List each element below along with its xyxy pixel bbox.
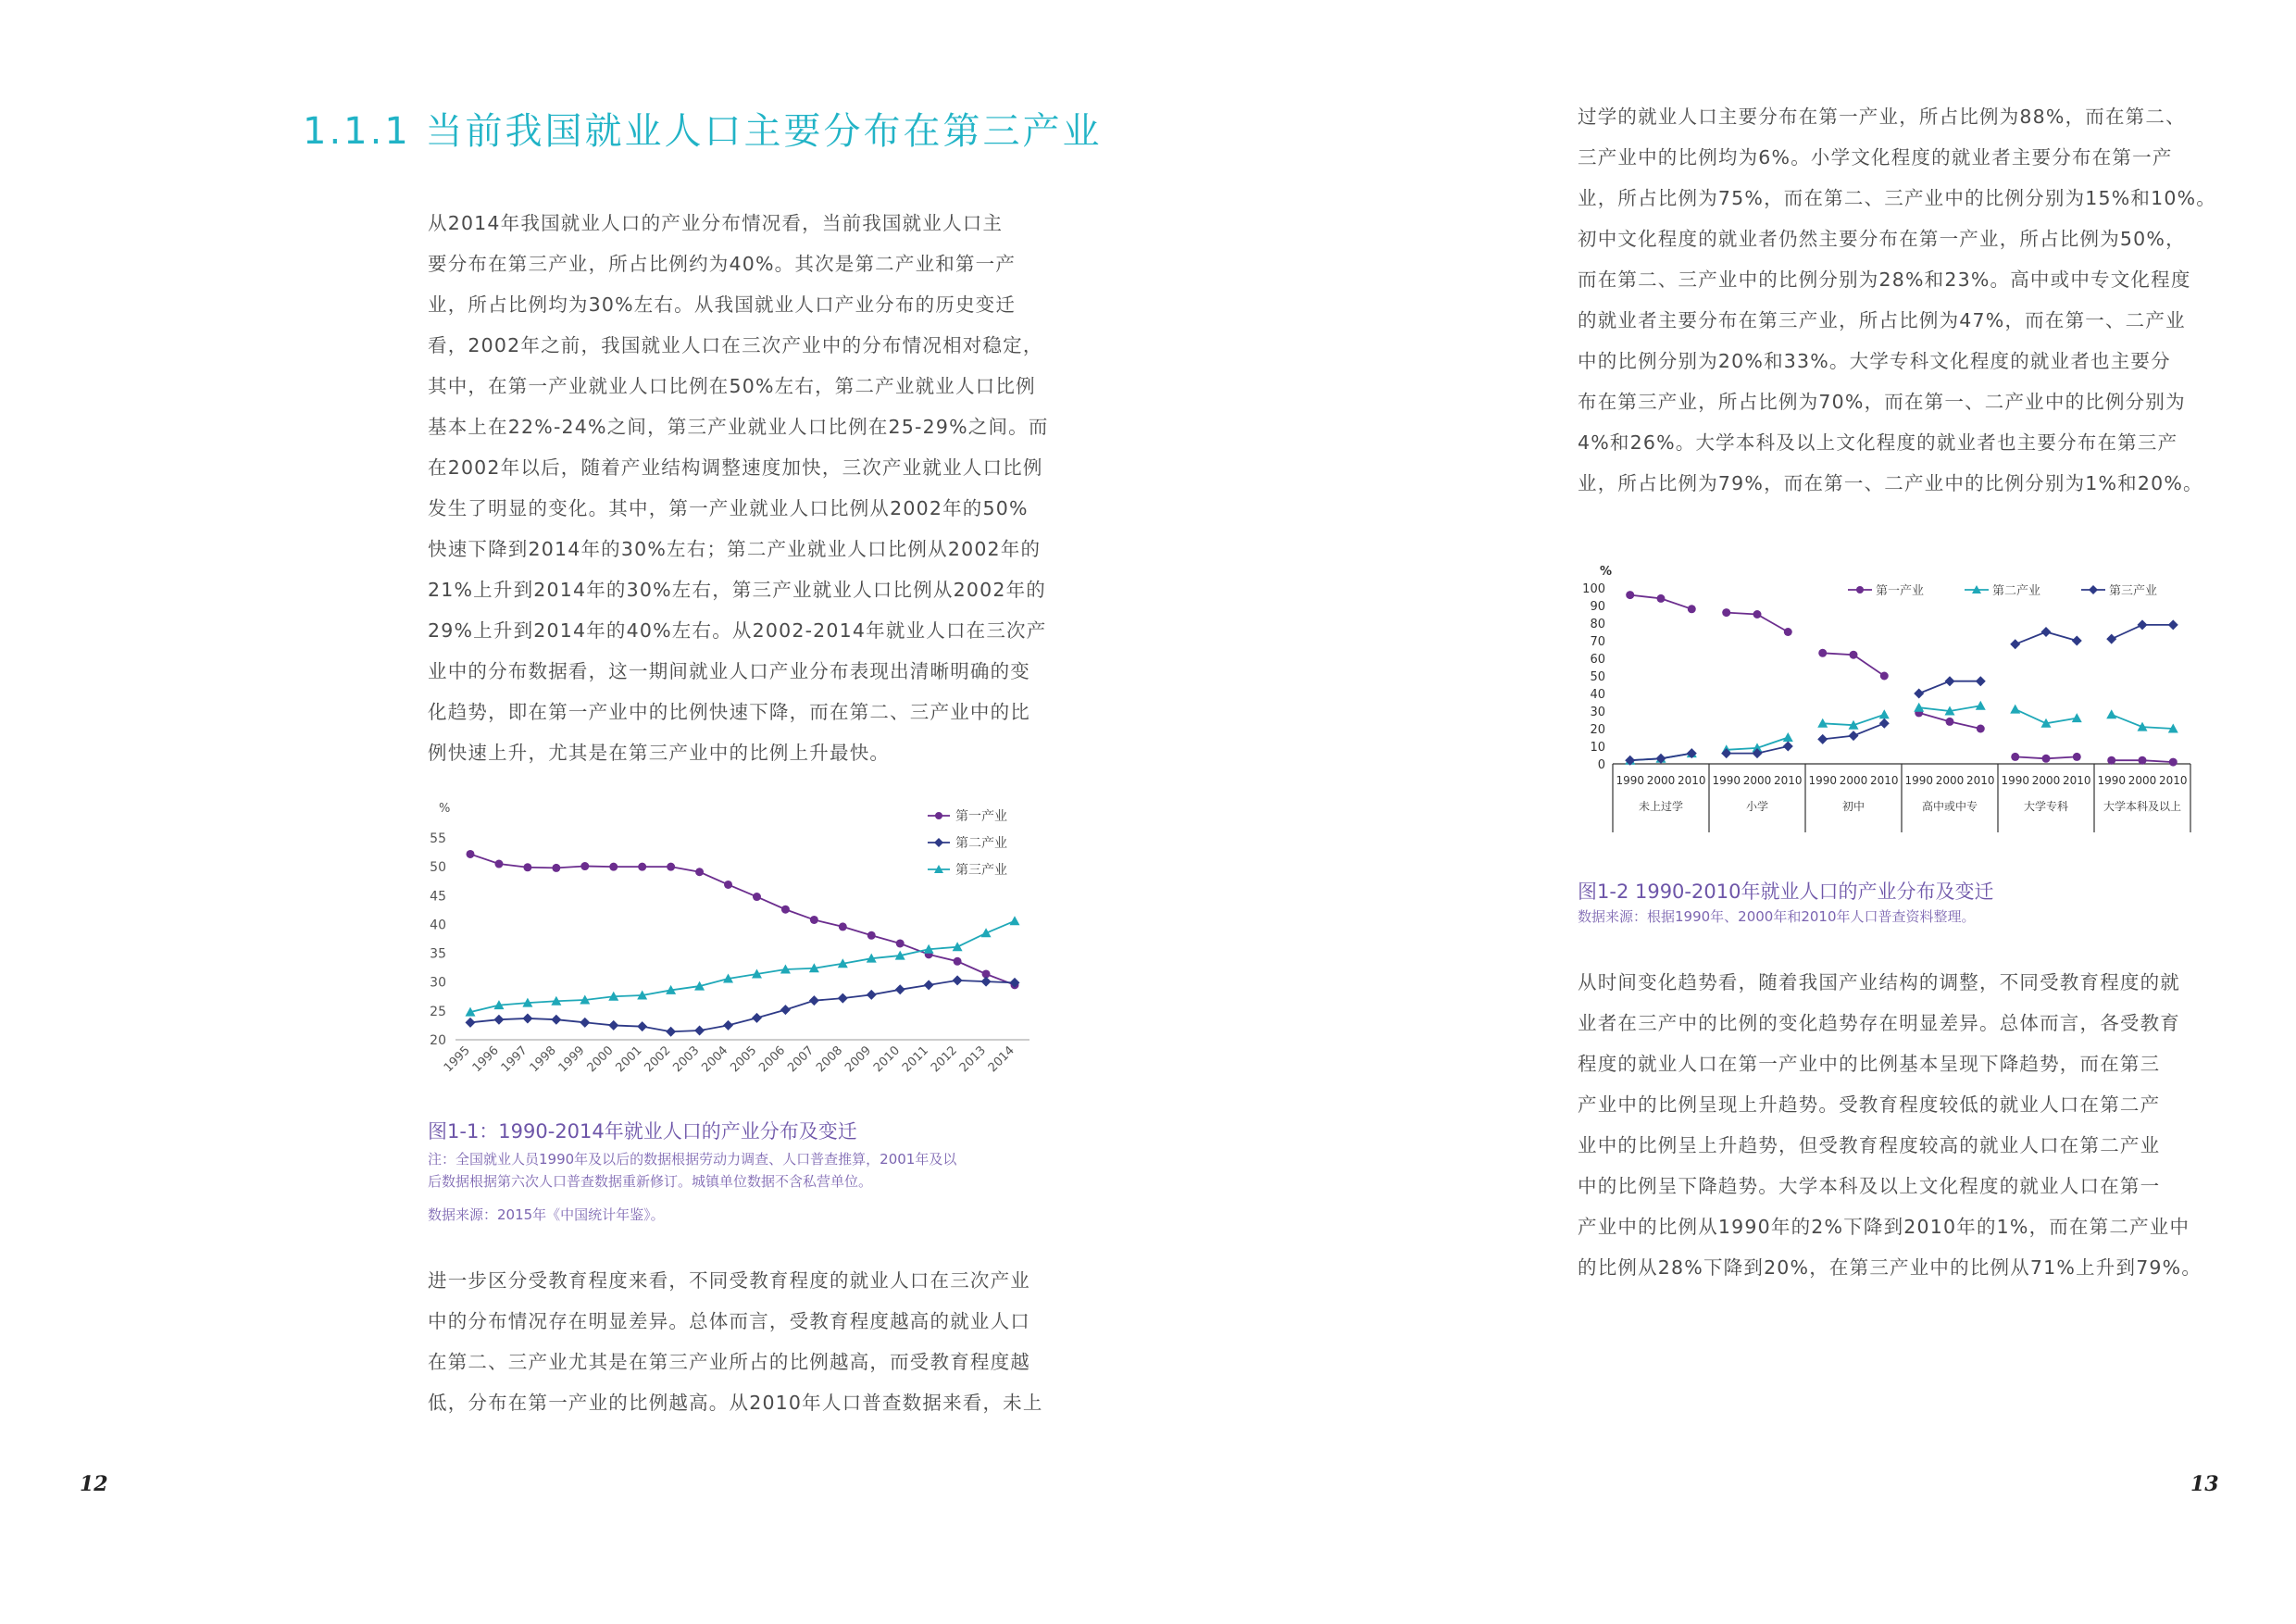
data-point <box>1850 651 1858 659</box>
x-tick-label: 1998 <box>527 1043 559 1076</box>
group-label: 大学专科 <box>2023 800 2069 813</box>
data-point <box>494 860 503 868</box>
data-point <box>552 864 560 872</box>
legend-marker <box>1856 586 1864 593</box>
x-tick-label: 2008 <box>814 1043 846 1076</box>
left-paragraph-1-line: 例快速上升，尤其是在第三产业中的比例上升最快。 <box>428 742 891 764</box>
data-point <box>1976 701 1986 710</box>
x-tick-label: 2003 <box>670 1043 703 1076</box>
group-label: 大学本科及以上 <box>2103 800 2182 813</box>
data-point <box>867 931 876 940</box>
x-tick-label: 2012 <box>928 1043 960 1076</box>
left-paragraph-1-line: 发生了明显的变化。其中，第一产业就业人口比例从2002年的50% <box>428 497 1029 519</box>
data-point <box>467 850 475 858</box>
right-paragraph-1-line: 布在第三产业，所占比例为70%，而在第一、二产业中的比例分别为 <box>1578 391 2186 413</box>
figure1-caption: 图1-1：1990-2014年就业人口的产业分布及变迁 <box>428 1120 857 1143</box>
y-tick-label: 80 <box>1590 618 1605 631</box>
data-point <box>1914 689 1924 699</box>
data-point <box>2073 753 2081 761</box>
data-point <box>752 1013 762 1023</box>
data-point <box>1784 628 1792 636</box>
data-point <box>2011 753 2019 761</box>
y-unit-label: % <box>1600 565 1613 579</box>
left-paragraph-1-line: 在2002年以后，随着产业结构调整速度加快，三次产业就业人口比例 <box>428 456 1043 479</box>
data-point <box>637 1021 647 1031</box>
group-label: 高中或中专 <box>1921 800 1978 813</box>
data-point <box>638 863 646 871</box>
data-point <box>924 980 934 990</box>
x-tick-label: 2010 <box>2159 774 2188 787</box>
data-point <box>666 1027 676 1037</box>
data-point <box>723 1020 733 1031</box>
data-point <box>1657 594 1666 603</box>
data-point <box>2106 634 2116 644</box>
right-paragraph-2-line: 产业中的比例从1990年的2%下降到2010年的1%，而在第二产业中 <box>1578 1216 2190 1238</box>
section-title: 1.1.1 当前我国就业人口主要分布在第三产业 <box>303 110 1103 153</box>
x-tick-label: 2004 <box>699 1043 731 1076</box>
data-point <box>523 863 531 871</box>
left-paragraph-1-line: 要分布在第三产业，所占比例约为40%。其次是第二产业和第一产 <box>428 253 1017 275</box>
y-tick-label: 70 <box>1590 635 1605 649</box>
data-point <box>780 1005 791 1015</box>
y-tick-label: 40 <box>1590 688 1605 702</box>
data-point <box>981 928 992 937</box>
data-point <box>1722 608 1730 617</box>
page-number-left: 12 <box>80 1472 108 1496</box>
data-point <box>609 863 618 871</box>
x-tick-label: 1990 <box>1712 774 1741 787</box>
y-tick-label: 25 <box>430 1004 446 1019</box>
legend-label: 第一产业 <box>1876 584 1925 598</box>
x-tick-label: 2000 <box>1839 774 1868 787</box>
left-paragraph-1-line: 从2014年我国就业人口的产业分布情况看，当前我国就业人口主 <box>428 212 1004 234</box>
data-point <box>839 922 847 931</box>
right-paragraph-1-line: 中的比例分别为20%和33%。大学专科文化程度的就业者也主要分 <box>1578 350 2171 372</box>
right-paragraph-1-line: 三产业中的比例均为6%。小学文化程度的就业者主要分布在第一产 <box>1578 146 2173 169</box>
data-point <box>2010 705 2020 714</box>
data-point <box>1849 731 1859 741</box>
x-tick-label: 2000 <box>2031 774 2061 787</box>
left-paragraph-1-line: 其中，在第一产业就业人口比例在50%左右，第二产业就业人口比例 <box>428 375 1036 397</box>
data-point <box>1783 732 1793 742</box>
x-tick-label: 2010 <box>1774 774 1803 787</box>
left-paragraph-1-line: 21%上升到2014年的30%左右，第三产业就业人口比例从2002年的 <box>428 579 1046 601</box>
right-paragraph-2-line: 中的比例呈下降趋势。大学本科及以上文化程度的就业人口在第一 <box>1578 1175 2161 1197</box>
figure1-note-line: 注：全国就业人员1990年及以后的数据根据劳动力调查、人口普查推算，2001年及以 <box>428 1151 957 1168</box>
left-paragraph-1-line: 看，2002年之前，我国就业人口在三次产业中的分布情况相对稳定， <box>428 334 1043 356</box>
left-paragraph-1-line: 基本上在22%-24%之间，第三产业就业人口比例在25-29%之间。而 <box>428 416 1049 438</box>
data-point <box>1879 709 1890 718</box>
series-line-3 <box>470 921 1015 1012</box>
figure2-caption: 图1-2 1990-2010年就业人口的产业分布及变迁 <box>1578 881 1994 903</box>
left-paragraph-2 <box>428 1260 1048 1423</box>
legend-label: 第二产业 <box>955 836 1007 851</box>
data-point <box>580 862 589 870</box>
left-paragraph-2-line: 在第二、三产业尤其是在第三产业所占的比例越高，而受教育程度越 <box>428 1351 1030 1373</box>
right-paragraph-1 <box>1578 96 2216 504</box>
legend-label: 第一产业 <box>955 809 1007 824</box>
data-point <box>466 1018 476 1028</box>
y-tick-label: 10 <box>1590 741 1605 755</box>
y-tick-label: 30 <box>1590 706 1605 719</box>
x-tick-label: 1990 <box>1616 774 1644 787</box>
x-tick-label: 2000 <box>1742 774 1772 787</box>
data-point <box>1914 703 1924 712</box>
legend-marker <box>935 812 942 819</box>
y-tick-label: 35 <box>430 946 446 962</box>
y-tick-label: 40 <box>430 918 446 933</box>
left-paragraph-2-line: 进一步区分受教育程度来看，不同受教育程度的就业人口在三次产业 <box>428 1269 1030 1292</box>
x-tick-label: 2006 <box>756 1043 789 1076</box>
data-point <box>667 863 675 871</box>
legend-marker <box>2089 585 2098 594</box>
data-point <box>2041 627 2052 637</box>
right-paragraph-1-line: 业，所占比例为79%，而在第一、二产业中的比例分别为1%和20%。 <box>1578 472 2203 494</box>
left-paragraph-2-line: 低，分布在第一产业的比例越高。从2010年人口普查数据来看，未上 <box>428 1392 1043 1414</box>
group-label: 初中 <box>1841 800 1866 813</box>
x-tick-label: 1995 <box>441 1043 473 1076</box>
x-tick-label: 1997 <box>498 1043 530 1076</box>
figure1-note-line: 后数据根据第六次人口普查数据重新修订。城镇单位数据不含私营单位。 <box>428 1173 873 1190</box>
left-paragraph-1-line: 29%上升到2014年的40%左右。从2002-2014年就业人口在三次产 <box>428 619 1047 642</box>
page-number-right: 13 <box>2190 1472 2219 1496</box>
x-tick-label: 2010 <box>1966 774 1995 787</box>
legend-label: 第二产业 <box>1992 584 2041 598</box>
data-point <box>522 1013 532 1023</box>
x-tick-label: 2014 <box>985 1043 1017 1076</box>
data-point <box>2168 619 2178 630</box>
data-point <box>694 1026 705 1036</box>
data-point <box>981 977 992 987</box>
left-paragraph-1-line: 快速下降到2014年的30%左右；第二产业就业人口比例从2002年的 <box>428 538 1042 560</box>
data-point <box>810 916 818 924</box>
x-tick-label: 1990 <box>1904 774 1933 787</box>
data-point <box>608 1020 618 1031</box>
y-tick-label: 90 <box>1590 600 1605 614</box>
x-tick-label: 2010 <box>1678 774 1706 787</box>
industry-distribution-line-chart <box>428 792 1053 1120</box>
data-point <box>838 993 848 1004</box>
legend-label: 第三产业 <box>955 863 1007 878</box>
data-point <box>2072 636 2082 646</box>
data-point <box>1818 649 1827 657</box>
data-point <box>1817 734 1828 744</box>
left-paragraph-1-line: 业中的分布数据看，这一期间就业人口产业分布表现出清晰明确的变 <box>428 660 1030 682</box>
right-paragraph-2-line: 业中的比例呈上升趋势，但受教育程度较高的就业人口在第二产业 <box>1578 1134 2161 1156</box>
data-point <box>781 906 790 914</box>
data-point <box>867 990 877 1000</box>
data-point <box>493 1015 504 1025</box>
data-point <box>2010 639 2020 649</box>
data-point <box>2042 755 2051 763</box>
data-point <box>2138 619 2148 630</box>
data-point <box>1946 718 1954 726</box>
y-tick-label: 55 <box>430 831 446 846</box>
y-tick-label: 100 <box>1582 582 1605 596</box>
figure1-notes <box>428 1148 956 1193</box>
legend-label: 第三产业 <box>2109 584 2158 598</box>
x-tick-label: 1996 <box>469 1043 502 1076</box>
series-line-2 <box>470 981 1015 1031</box>
x-tick-label: 1990 <box>2097 774 2126 787</box>
data-point <box>809 995 819 1006</box>
x-tick-label: 2000 <box>1935 774 1965 787</box>
y-tick-label: 50 <box>430 860 446 876</box>
x-tick-label: 1990 <box>1808 774 1837 787</box>
group-label: 未上过学 <box>1638 800 1684 813</box>
right-paragraph-1-line: 4%和26%。大学本科及以上文化程度的就业者也主要分布在第三产 <box>1578 431 2178 454</box>
data-point <box>1010 916 1020 925</box>
left-paragraph-1-line: 化趋势，即在第一产业中的比例快速下降，而在第二、三产业中的比 <box>428 701 1030 723</box>
y-tick-label: 20 <box>1590 723 1605 737</box>
data-point <box>953 975 963 985</box>
education-industry-line-chart <box>1574 558 2203 845</box>
right-paragraph-1-line: 初中文化程度的就业者仍然主要分布在第一产业，所占比例为50%， <box>1578 228 2186 250</box>
right-paragraph-2-line: 的比例从28%下降到20%，在第三产业中的比例从71%上升到79%。 <box>1578 1256 2202 1279</box>
data-point <box>1783 742 1793 752</box>
x-tick-label: 2007 <box>785 1043 817 1076</box>
data-point <box>2169 758 2177 767</box>
data-point <box>1976 676 1986 686</box>
series-line-1 <box>470 854 1015 984</box>
x-tick-label: 2010 <box>1870 774 1899 787</box>
data-point <box>753 893 761 901</box>
data-point <box>551 1015 561 1025</box>
right-paragraph-1-line: 而在第二、三产业中的比例分别为28%和23%。高中或中专文化程度 <box>1578 269 2191 291</box>
x-tick-label: 1999 <box>555 1043 588 1076</box>
y-tick-label: 45 <box>430 889 446 905</box>
right-paragraph-2-line: 从时间变化趋势看，随着我国产业结构的调整，不同受教育程度的就 <box>1578 971 2180 993</box>
x-tick-label: 2000 <box>584 1043 617 1076</box>
x-tick-label: 2013 <box>956 1043 989 1076</box>
x-tick-label: 2001 <box>613 1043 645 1076</box>
y-tick-label: 0 <box>1597 758 1605 772</box>
x-tick-label: 2002 <box>642 1043 674 1076</box>
legend-marker <box>934 838 943 847</box>
x-tick-label: 2009 <box>842 1043 875 1076</box>
y-tick-label: 60 <box>1590 653 1605 667</box>
x-tick-label: 2005 <box>728 1043 760 1076</box>
data-point <box>1753 610 1762 618</box>
right-paragraph-1-line: 过学的就业人口主要分布在第一产业，所占比例为88%，而在第二、 <box>1578 106 2186 128</box>
data-point <box>2106 709 2116 718</box>
y-tick-label: 20 <box>430 1033 446 1048</box>
data-point <box>2107 756 2115 765</box>
data-point <box>580 1018 590 1028</box>
y-tick-label: 30 <box>430 975 446 991</box>
group-label: 小学 <box>1745 800 1769 813</box>
x-tick-label: 2010 <box>2063 774 2091 787</box>
x-tick-label: 1990 <box>2001 774 2029 787</box>
right-paragraph-1-line: 业，所占比例为75%，而在第二、三产业中的比例分别为15%和10%。 <box>1578 187 2216 209</box>
data-point <box>895 984 905 994</box>
data-point <box>724 881 732 889</box>
right-paragraph-2-line: 业者在三产中的比例的变化趋势存在明显差异。总体而言，各受教育 <box>1578 1012 2180 1034</box>
data-point <box>695 868 704 876</box>
figure2-source: 数据来源：根据1990年、2000年和2010年人口普查资料整理。 <box>1578 908 1976 925</box>
right-paragraph-2-line: 程度的就业人口在第一产业中的比例基本呈现下降趋势，而在第三 <box>1578 1053 2161 1075</box>
data-point <box>1977 725 1985 733</box>
data-point <box>954 957 962 966</box>
data-point <box>2072 713 2082 722</box>
x-tick-label: 2000 <box>1646 774 1676 787</box>
data-point <box>1945 676 1955 686</box>
y-tick-label: 50 <box>1590 670 1605 684</box>
x-tick-label: 2011 <box>899 1043 931 1076</box>
x-tick-label: 2010 <box>871 1043 904 1076</box>
figure1-source: 数据来源：2015年《中国统计年鉴》。 <box>428 1206 665 1223</box>
data-point <box>2139 756 2147 765</box>
data-point <box>1688 605 1696 613</box>
y-unit-label: % <box>439 802 451 816</box>
right-paragraph-2 <box>1578 962 2202 1288</box>
data-point <box>1879 718 1890 729</box>
right-paragraph-2-line: 产业中的比例呈现上升趋势。受教育程度较低的就业人口在第二产 <box>1578 1093 2161 1116</box>
left-paragraph-2-line: 中的分布情况存在明显差异。总体而言，受教育程度越高的就业人口 <box>428 1310 1030 1332</box>
right-paragraph-1-line: 的就业者主要分布在第三产业，所占比例为47%，而在第一、二产业 <box>1578 309 2186 331</box>
left-paragraph-1 <box>428 203 1048 773</box>
data-point <box>1880 672 1889 681</box>
data-point <box>1626 591 1634 599</box>
data-point <box>896 939 905 947</box>
x-tick-label: 2000 <box>2128 774 2157 787</box>
left-paragraph-1-line: 业，所占比例均为30%左右。从我国就业人口产业分布的历史变迁 <box>428 294 1017 316</box>
